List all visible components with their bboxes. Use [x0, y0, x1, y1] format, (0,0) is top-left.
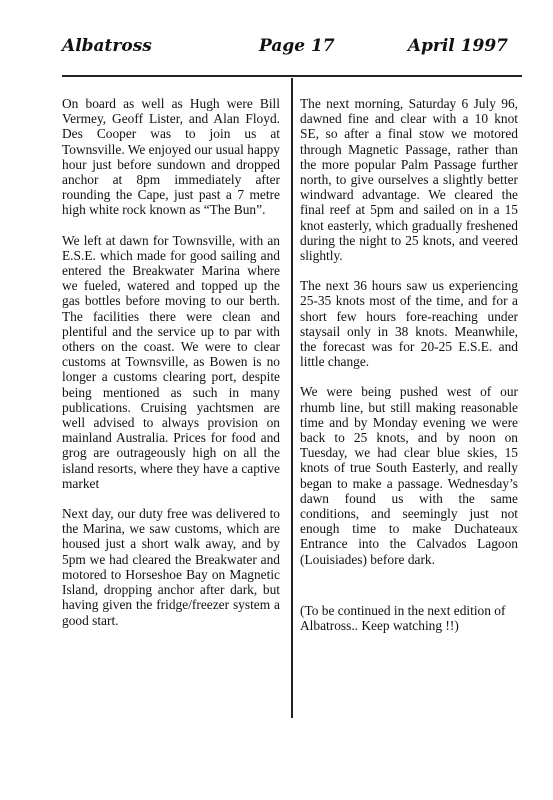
paragraph: We left at dawn for Townsville, with an E.S.E. which made for good sailing and entered the Breakwater Marina where we fueled, watered and topped up the gas bottles before moving to our berth. The facilities there were clean and plentiful and the service up to par with others on the coast. We were to clear customs at Townsville, as Bowen is no longer a customs clearing port, despite being mentioned as such in many publications. Cruising yachtsmen are well advised to always provision on mainland Australia. Prices for food and grog are outrageously high on all the island resorts, where they have a captive market [62, 232, 280, 491]
header-rule [62, 75, 522, 77]
continuation-note: (To be continued in the next edition of Albatross.. Keep watching !!) [300, 602, 506, 634]
column-divider [291, 78, 293, 718]
paragraph: We were being pushed west of our rhumb line, but still making reasonable time and by Monday evening we were back to 25 knots, and by noon on Tuesday, we had clear blue skies, 15 knots of true South Easterly, and really began to make a passage. Wednesday’s dawn found us with the same conditions, and seemingly just not enough time to make Duchateaux Entrance into the Calvados Lagoon (Louisiades) before dark. [300, 384, 518, 567]
publication-title: Albatross [62, 36, 152, 56]
paragraph: The next 36 hours saw us experiencing 25-35 knots most of the time, and for a short few hours fore-reaching under staysail only in 38 knots. Meanwhile, the forecast was for 20-25 E.S.E. and little change. [300, 278, 518, 370]
paragraph: The next morning, Saturday 6 July 96, dawned fine and clear with a 10 knot SE, so after a final stow we motored through Magnetic Passage, rather than the more popular Palm Passage further north, to give ourselves a slightly better windward advantage. We cleared the final reef at 5pm and sailed on in a 15 knot easterly, which gradually freshened during the night to 25 knots, and veered slightly. [300, 96, 518, 264]
issue-date: April 1997 [407, 36, 508, 56]
left-column [62, 96, 280, 643]
page-header [62, 36, 508, 58]
paragraph: Next day, our duty free was delivered to the Marina, we saw customs, which are housed just a short walk away, and by 5pm we had cleared the Breakwater and motored to Horseshoe Bay on Magnetic Island, dropping anchor after dark, but having given the fridge/freezer system a good start. [62, 506, 280, 628]
paragraph: On board as well as Hugh were Bill Vermey, Geoff Lister, and Alan Floyd. Des Cooper was to join us at Townsville. We enjoyed our usual happy hour just before sundown and dropped anchor at 8pm immediately after rounding the Cape, just past a 7 metre high white rock known as “The Bun”. [62, 96, 280, 218]
right-column [300, 96, 518, 648]
page-number: Page 17 [259, 36, 335, 56]
